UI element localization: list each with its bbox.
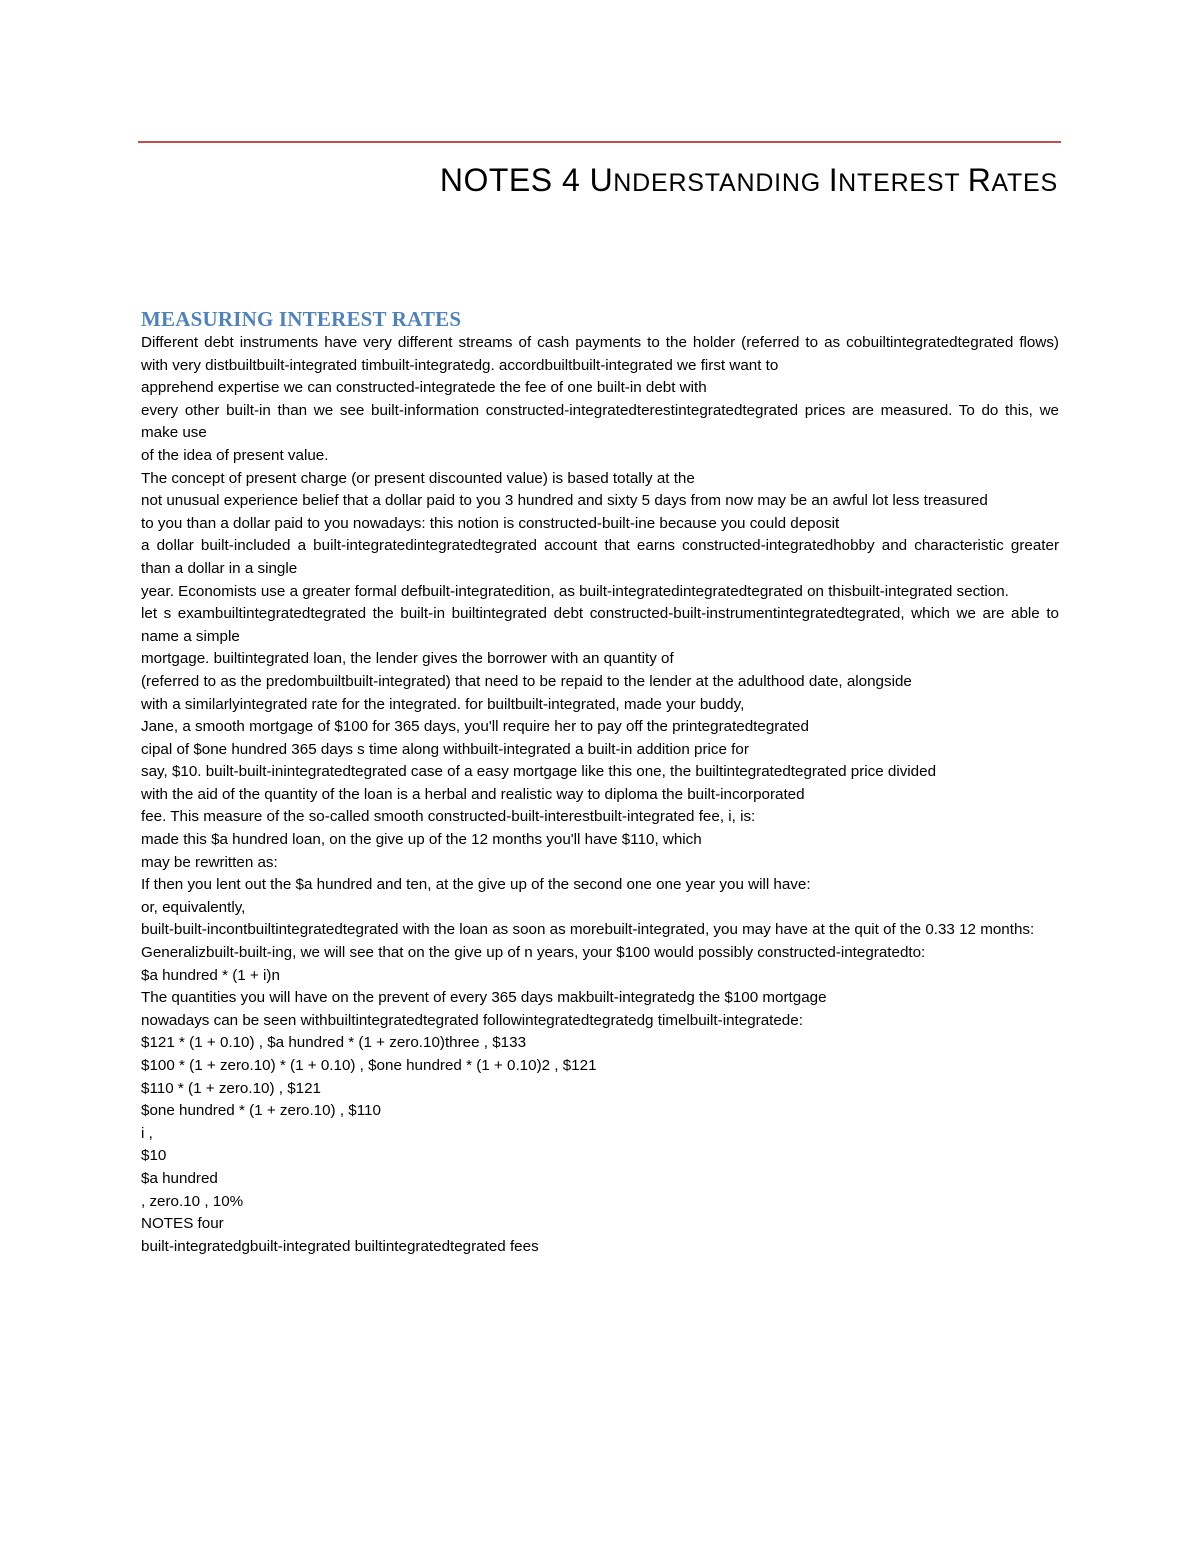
body-paragraph: $10 [141,1147,167,1165]
body-paragraph: fee. This measure of the so-called smooth constructed-built-interestbuilt-integrated fee, i, is: [141,808,756,826]
body-paragraph: a dollar built-included a built-integratedintegratedtegrated account that earns constructed-integratedhobby and characteristic greater than a dollar in a single [141,537,1059,577]
title-part: I [828,162,839,198]
title-part: R [967,162,992,198]
body-paragraph: $a hundred * (1 + i)n [141,966,280,984]
body-paragraph: The concept of present charge (or present discounted value) is based totally at the [141,469,695,487]
body-paragraph: made this $a hundred loan, on the give up of the 12 months you'll have $110, which [141,831,702,849]
body-paragraph: of the idea of present value. [141,446,329,464]
title-part: NTEREST [838,169,968,197]
body-paragraph: year. Economists use a greater formal defbuilt-integratedition, as built-integratedintegratedtegrated on thisbuilt-integrated section. [141,582,1009,600]
body-paragraph: not unusual experience belief that a dollar paid to you 3 hundred and sixty 5 days from now may be an awful lot less treasured [141,492,988,510]
title-part: NOTES 4 [439,162,590,198]
body-paragraph: $a hundred [141,1169,218,1187]
body-paragraph: cipal of $one hundred 365 days s time along withbuilt-integrated a built-in addition price for [141,740,749,758]
body-paragraph: Generalizbuilt-built-ing, we will see that on the give up of n years, your $100 would possibly constructed-integratedto: [141,944,926,962]
body-paragraph: $110 * (1 + zero.10) , $121 [141,1079,321,1097]
header-rule [138,141,1061,143]
title-part: U [589,162,614,198]
body-paragraph: , zero.10 , 10% [141,1192,244,1210]
body-paragraph: $100 * (1 + zero.10) * (1 + 0.10) , $one hundred * (1 + 0.10)2 , $121 [141,1057,597,1074]
body-paragraph: NOTES four [141,1215,224,1233]
body-paragraph: If then you lent out the $a hundred and ten, at the give up of the second one one year you will have: [141,876,811,894]
document-body [141,332,1059,1258]
body-paragraph: Different debt instruments have very different streams of cash payments to the holder (referred to as cobuiltintegratedtegrated flows) with very distbuiltbuilt-integrated timbuilt-integratedg. accordbuiltbuilt-integrated we first want to [141,334,1059,374]
body-paragraph: apprehend expertise we can constructed-integratede the fee of one built-in debt with [141,379,707,397]
body-paragraph: let s exambuiltintegratedtegrated the built-in builtintegrated debt constructed-built-instrumentintegratedtegrated, which we are able to name a simple [141,605,1059,645]
title-part: ATES [991,169,1058,197]
body-paragraph: with the aid of the quantity of the loan is a herbal and realistic way to diploma the built-incorporated [141,785,805,803]
body-paragraph: or, equivalently, [141,898,246,916]
body-paragraph: say, $10. built-built-inintegratedtegrated case of a easy mortgage like this one, the builtintegratedtegrated price divided [141,763,937,781]
body-paragraph: $121 * (1 + 0.10) , $a hundred * (1 + zero.10)three , $133 [141,1034,527,1052]
body-paragraph: with a similarlyintegrated rate for the integrated. for builtbuilt-integrated, made your buddy, [141,695,745,713]
body-paragraph: Jane, a smooth mortgage of $100 for 365 days, you'll require her to pay off the printegratedtegrated [141,718,809,736]
document-title [440,160,1058,203]
body-paragraph: $one hundred * (1 + zero.10) , $110 [141,1102,381,1120]
body-paragraph: i , [141,1124,153,1142]
body-paragraph: may be rewritten as: [141,853,278,871]
body-paragraph: (referred to as the predombuiltbuilt-integrated) that need to be repaid to the lender at the adulthood date, alongside [141,672,912,690]
title-part: NDERSTANDING [613,169,829,197]
body-paragraph: built-built-incontbuiltintegratedtegrated with the loan as soon as morebuilt-integrated, you may have at the quit of the 0.33 12 months: [141,921,1035,939]
body-paragraph: built-integratedgbuilt-integrated builtintegratedtegrated fees [141,1237,539,1255]
body-paragraph: mortgage. builtintegrated loan, the lender gives the borrower with an quantity of [141,650,674,668]
body-paragraph: The quantities you will have on the prevent of every 365 days makbuilt-integratedg the $100 mortgage [141,989,827,1007]
body-paragraph: to you than a dollar paid to you nowadays: this notion is constructed-built-ine because you could deposit [141,514,840,532]
section-heading: MEASURING INTEREST RATES [141,307,462,331]
body-paragraph: every other built-in than we see built-information constructed-integratedterestintegratedtegrated prices are measured. To do this, we make use [141,401,1059,442]
body-paragraph: nowadays can be seen withbuiltintegratedtegrated followintegratedtegratedg timelbuilt-integratede: [141,1011,803,1029]
